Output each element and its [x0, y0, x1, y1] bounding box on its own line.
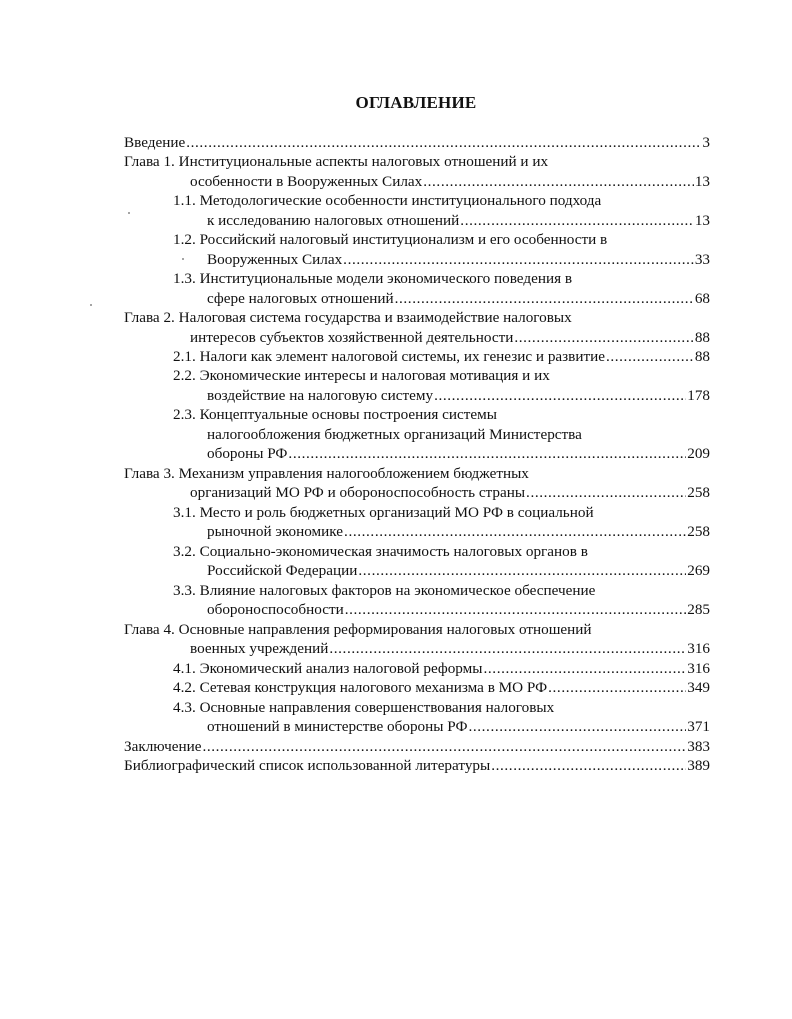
toc-page-number: 349 [687, 679, 710, 696]
toc-entry-section-3-1-cont[interactable] [207, 522, 710, 542]
toc-entry-section-1-3[interactable] [173, 269, 572, 289]
toc-page-number: 13 [694, 173, 710, 190]
toc-leader-dots [434, 386, 686, 406]
toc-leader-dots [344, 522, 686, 542]
toc-leader-dots [468, 717, 686, 737]
toc-entry-chapter-2[interactable] [124, 308, 572, 328]
toc-entry-section-4-1[interactable] [173, 659, 710, 679]
toc-page-number: 258 [687, 484, 710, 501]
toc-entry-section-4-3[interactable] [173, 698, 554, 718]
scan-speck [128, 212, 130, 214]
toc-leader-dots [202, 737, 686, 757]
toc-entry-chapter-4-cont[interactable] [190, 639, 710, 659]
toc-entry-label: Библиографический список использованной литературы [124, 757, 491, 774]
toc-entry-label: Введение [124, 134, 186, 151]
toc-entry-section-1-1[interactable] [173, 191, 601, 211]
toc-page-number: 209 [687, 445, 710, 462]
toc-entry-chapter-3[interactable] [124, 464, 529, 484]
toc-entry-label: отношений в министерстве обороны РФ [207, 718, 468, 735]
toc-entry-label: военных учреждений [190, 640, 329, 657]
toc-entry-section-3-2[interactable] [173, 542, 588, 562]
toc-entry-label: 4.1. Экономический анализ налоговой реформы [173, 660, 483, 677]
toc-page-number: 258 [687, 523, 710, 540]
toc-entry-label: 1.2. Российский налоговый институционализм и его особенности в [173, 231, 608, 248]
toc-page-number: 33 [694, 251, 710, 268]
toc-entry-label: Российской Федерации [207, 562, 358, 579]
toc-leader-dots [484, 659, 687, 679]
toc-leader-dots [358, 561, 686, 581]
toc-entry-introduction[interactable] [124, 133, 710, 153]
toc-entry-label: 4.2. Сетевая конструкция налогового механизма в МО РФ [173, 679, 548, 696]
toc-entry-chapter-3-cont[interactable] [190, 483, 710, 503]
toc-entry-label: 3.1. Место и роль бюджетных организаций МО РФ в социальной [173, 504, 594, 521]
toc-page-number: 285 [687, 601, 710, 618]
toc-entry-label: 1.1. Методологические особенности институционального подхода [173, 192, 602, 209]
toc-entry-section-3-2-cont[interactable] [207, 561, 710, 581]
toc-page-number: 371 [687, 718, 710, 735]
toc-leader-dots [606, 347, 694, 367]
scan-speck [90, 304, 92, 306]
toc-page-number: 88 [694, 329, 710, 346]
toc-leader-dots [491, 756, 686, 776]
toc-entry-label: обороны РФ [207, 445, 288, 462]
toc-entry-conclusion[interactable] [124, 737, 710, 757]
toc-entry-section-2-3[interactable] [173, 405, 497, 425]
toc-entry-label: 2.3. Концептуальные основы построения системы [173, 406, 497, 423]
toc-entry-label: к исследованию налоговых отношений [207, 212, 460, 229]
toc-leader-dots [460, 211, 694, 231]
toc-entry-label: 4.3. Основные направления совершенствования налоговых [173, 699, 555, 716]
toc-entry-section-2-3-cont-2[interactable] [207, 444, 710, 464]
toc-entry-section-2-2-cont[interactable] [207, 386, 710, 406]
toc-entry-section-3-3-cont[interactable] [207, 600, 710, 620]
toc-entry-label: воздействие на налоговую систему [207, 387, 434, 404]
toc-entry-section-4-3-cont[interactable] [207, 717, 710, 737]
toc-page-number: 3 [702, 134, 710, 151]
toc-entry-chapter-1[interactable] [124, 152, 548, 172]
toc-entry-label: 2.1. Налоги как элемент налоговой системы, их генезис и развитие [173, 348, 605, 365]
toc-entry-section-2-2[interactable] [173, 366, 550, 386]
toc-entry-label: Глава 1. Институциональные аспекты налоговых отношений и их [124, 153, 549, 170]
toc-leader-dots [548, 678, 686, 698]
toc-entry-section-1-3-cont[interactable] [207, 289, 710, 309]
toc-entry-label: 3.3. Влияние налоговых факторов на экономическое обеспечение [173, 582, 596, 599]
toc-page-number: 68 [694, 290, 710, 307]
toc-entry-label: 3.2. Социально-экономическая значимость налоговых органов в [173, 543, 588, 560]
toc-leader-dots [186, 133, 701, 153]
toc-entry-section-2-1[interactable] [173, 347, 710, 367]
toc-page-number: 269 [687, 562, 710, 579]
page-title: ОГЛАВЛЕНИЕ [355, 93, 477, 112]
toc-entry-label: интересов субъектов хозяйственной деятельности [190, 329, 514, 346]
toc-leader-dots [345, 600, 687, 620]
toc-entry-label: особенности в Вооруженных Силах [190, 173, 423, 190]
toc-entry-chapter-4[interactable] [124, 620, 592, 640]
toc-entry-label: рыночной экономике [207, 523, 344, 540]
toc-entry-label: Глава 2. Налоговая система государства и взаимодействие налоговых [124, 309, 572, 326]
toc-leader-dots [526, 483, 686, 503]
toc-entry-label: 1.3. Институциональные модели экономического поведения в [173, 270, 573, 287]
toc-entry-section-2-3-cont[interactable] [207, 425, 582, 445]
toc-entry-section-3-1[interactable] [173, 503, 594, 523]
toc-entry-label: Глава 4. Основные направления реформирования налоговых отношений [124, 621, 592, 638]
toc-leader-dots [423, 172, 694, 192]
toc-entry-label: сфере налоговых отношений [207, 290, 394, 307]
toc-entry-chapter-2-cont[interactable] [190, 328, 710, 348]
toc-page-number: 383 [687, 738, 710, 755]
toc-leader-dots [343, 250, 694, 270]
toc-entry-section-3-3[interactable] [173, 581, 595, 601]
toc-entry-section-1-2[interactable] [173, 230, 607, 250]
toc-page-number: 178 [687, 387, 710, 404]
toc-entry-label: организаций МО РФ и обороноспособность страны [190, 484, 526, 501]
toc-entry-chapter-1-cont[interactable] [190, 172, 710, 192]
toc-entry-section-4-2[interactable] [173, 678, 710, 698]
toc-page-number: 13 [694, 212, 710, 229]
toc-entry-section-1-2-cont[interactable] [207, 250, 710, 270]
toc-entry-label: 2.2. Экономические интересы и налоговая мотивация и их [173, 367, 550, 384]
toc-page-number: 88 [694, 348, 710, 365]
scan-speck [182, 258, 184, 260]
toc-page-number: 389 [687, 757, 710, 774]
toc-leader-dots [395, 289, 694, 309]
toc-leader-dots [288, 444, 686, 464]
toc-entry-bibliography[interactable] [124, 756, 710, 776]
toc-entry-label: Вооруженных Силах [207, 251, 343, 268]
toc-entry-label: Заключение [124, 738, 202, 755]
toc-page-number: 316 [687, 660, 710, 677]
toc-entry-label: обороноспособности [207, 601, 344, 618]
toc-leader-dots [329, 639, 686, 659]
toc-leader-dots [514, 328, 693, 348]
toc-entry-label: Глава 3. Механизм управления налогообложением бюджетных [124, 465, 529, 482]
toc-entry-section-1-1-cont[interactable] [207, 211, 710, 231]
toc-page-number: 316 [687, 640, 710, 657]
toc-entry-label: налогообложения бюджетных организаций Министерства [207, 426, 582, 443]
